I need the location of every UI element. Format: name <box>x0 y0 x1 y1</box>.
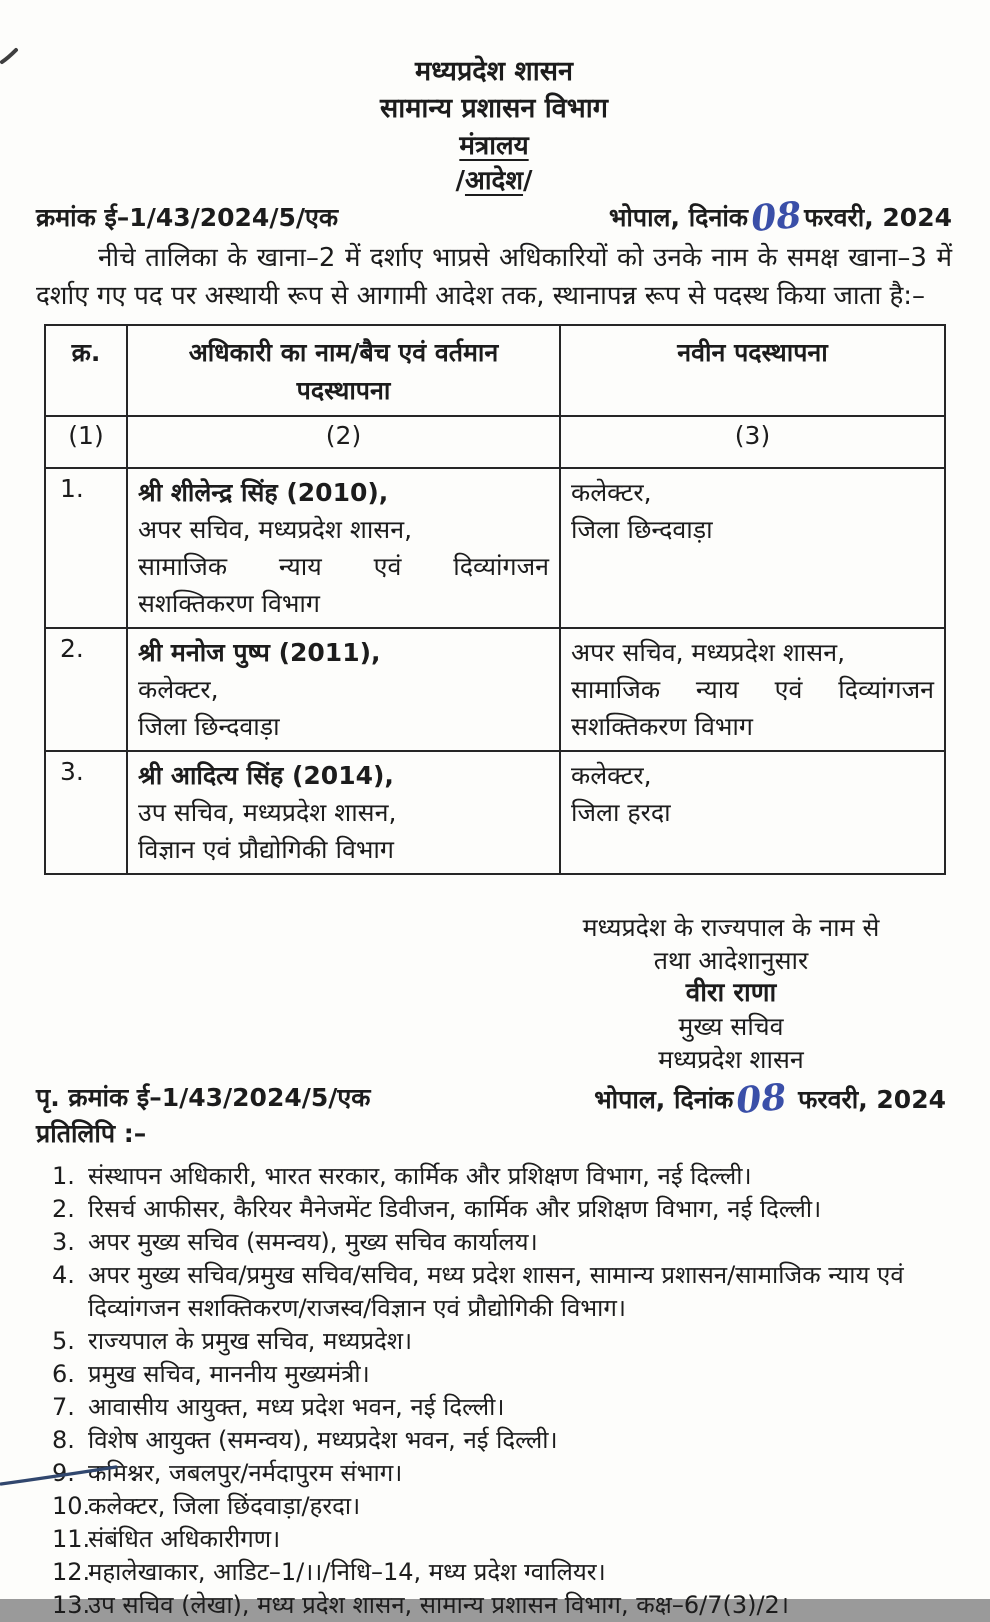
item-text: संस्थापन अधिकारी, भारत सरकार, कार्मिक और प्रशिक्षण विभाग, नई दिल्ली। <box>88 1162 752 1190</box>
posting-line: जिला छिन्दवाड़ा <box>571 515 713 544</box>
posting-line: सशक्तिकरण विभाग <box>571 712 753 741</box>
item-text: रिसर्च आफीसर, कैरियर मैनेजमेंट डिवीजन, कार्मिक और प्रशिक्षण विभाग, नई दिल्ली। <box>88 1195 822 1223</box>
item-text: आवासीय आयुक्त, मध्य प्रदेश भवन, नई दिल्ली। <box>88 1393 505 1421</box>
header-current-posting: अधिकारी का नाम/बैच एवं वर्तमान पदस्थापना <box>127 325 560 416</box>
signatory-name: वीरा राणा <box>685 978 777 1008</box>
list-item <box>36 1391 952 1424</box>
list-item <box>36 1160 952 1193</box>
order-heading <box>36 164 952 198</box>
table-row <box>45 468 945 628</box>
item-number: 4. <box>52 1261 75 1289</box>
item-number: 8. <box>52 1426 75 1454</box>
item-text: महालेखाकार, आडिट–1/।।/निधि–14, मध्य प्रदेश ग्वालियर। <box>88 1558 606 1586</box>
on-behalf-line: मध्यप्रदेश के राज्यपाल के नाम से <box>582 913 880 942</box>
table-row <box>45 628 945 751</box>
item-number: 9. <box>52 1459 75 1487</box>
signatory-designation: मुख्य सचिव <box>678 1012 784 1041</box>
list-item <box>36 1556 952 1589</box>
posting-line: अपर सचिव, मध्यप्रदेश शासन, <box>138 515 413 544</box>
list-item <box>36 1424 952 1457</box>
posting-line: सामाजिक न्याय एवं दिव्यांगजन <box>138 552 549 581</box>
list-item <box>36 1226 952 1259</box>
endorsement-number: पृ. क्रमांक ई–1/43/2024/5/एक <box>36 1083 371 1112</box>
serial-cell: 1. <box>45 468 127 628</box>
item-number: 6. <box>52 1360 75 1388</box>
handwritten-date: 08 <box>734 1075 789 1123</box>
posting-line: कलेक्टर, <box>571 761 652 790</box>
list-item <box>36 1193 952 1226</box>
item-number: 5. <box>52 1327 75 1355</box>
handwritten-date: 08 <box>749 193 804 241</box>
endorsement-left <box>36 1080 370 1152</box>
list-item <box>36 1490 952 1523</box>
list-item <box>36 1325 952 1358</box>
item-text: कमिश्नर, जबलपुर/नर्मदापुरम संभाग। <box>88 1459 403 1487</box>
date-suffix: फरवरी, 2024 <box>804 203 952 232</box>
current-posting-cell <box>127 751 560 874</box>
posting-line: जिला हरदा <box>571 798 671 827</box>
posting-line: विज्ञान एवं प्रौद्योगिकी विभाग <box>138 835 394 864</box>
item-text: अपर मुख्य सचिव/प्रमुख सचिव/सचिव, मध्य प्रदेश शासन, सामान्य प्रशासन/सामाजिक न्याय एवं दिव्यांगजन सशक्तिकरण/राजस्व/विज्ञान एवं प्रौद्योगिकी विभाग। <box>88 1261 904 1322</box>
slash-right: / <box>523 166 533 196</box>
endorsement-row <box>36 1075 952 1152</box>
item-text: उप सचिव (लेखा), मध्य प्रदेश शासन, सामान्य प्रशासन विभाग, कक्ष–6/7(3)/2। <box>88 1591 789 1619</box>
copy-to-label: प्रतिलिपि :– <box>36 1119 147 1148</box>
date-suffix: फरवरी, 2024 <box>798 1085 946 1114</box>
order-word: आदेश <box>464 166 524 196</box>
col-number-1: (1) <box>45 416 127 468</box>
by-order-line: तथा आदेशानुसार <box>653 946 809 975</box>
signatory-organization: मध्यप्रदेश शासन <box>658 1045 804 1074</box>
item-text: राज्यपाल के प्रमुख सचिव, मध्यप्रदेश। <box>88 1327 413 1355</box>
slash-left: / <box>455 166 465 196</box>
order-number: क्रमांक ई–1/43/2024/5/एक <box>36 203 339 232</box>
item-number: 12. <box>52 1558 91 1586</box>
item-text: प्रमुख सचिव, माननीय मुख्यमंत्री। <box>88 1360 370 1388</box>
item-text: कलेक्टर, जिला छिंदवाड़ा/हरदा। <box>88 1492 361 1520</box>
item-number: 10. <box>52 1492 91 1520</box>
list-item <box>36 1589 952 1622</box>
current-posting-cell <box>127 628 560 751</box>
column-number-row <box>45 416 945 468</box>
government-title: मध्यप्रदेश शासन <box>414 56 573 87</box>
item-text: अपर मुख्य सचिव (समन्वय), मुख्य सचिव कार्यालय। <box>88 1228 538 1256</box>
reference-row <box>36 193 952 241</box>
posting-table <box>44 324 946 875</box>
endorsement-place-date <box>594 1075 946 1152</box>
item-number: 1. <box>52 1162 75 1190</box>
item-text: संबंधित अधिकारीगण। <box>88 1525 281 1553</box>
item-text: विशेष आयुक्त (समन्वय), मध्यप्रदेश भवन, नई दिल्ली। <box>88 1426 558 1454</box>
document-header <box>36 54 952 198</box>
item-number: 13. <box>52 1591 91 1619</box>
item-number: 3. <box>52 1228 75 1256</box>
table-row <box>45 751 945 874</box>
item-number: 7. <box>52 1393 75 1421</box>
header-serial: क्र. <box>45 325 127 416</box>
ministry-title: मंत्रालय <box>459 131 529 161</box>
list-item <box>36 1457 952 1490</box>
posting-line: अपर सचिव, मध्यप्रदेश शासन, <box>571 638 846 667</box>
col-number-3: (3) <box>560 416 945 468</box>
list-item <box>36 1358 952 1391</box>
signature-block <box>536 911 926 1076</box>
item-number: 11. <box>52 1525 91 1553</box>
posting-line: उप सचिव, मध्यप्रदेश शासन, <box>138 798 397 827</box>
table-header-row <box>45 325 945 416</box>
item-number: 2. <box>52 1195 75 1223</box>
new-posting-cell <box>560 628 945 751</box>
officer-name: श्री मनोज पुष्प (2011), <box>138 638 381 667</box>
posting-line: कलेक्टर, <box>571 478 652 507</box>
order-body-paragraph: नीचे तालिका के खाना–2 में दर्शाए भाप्रसे अधिकारियों को उनके नाम के समक्ष खाना–3 में दर्शाए गए पद पर अस्थायी रूप से आगामी आदेश तक, स्थानापन्न रूप से पदस्थ किया जाता है:– <box>36 243 952 311</box>
place-date-prefix: भोपाल, दिनांक <box>594 1085 734 1114</box>
posting-line: सशक्तिकरण विभाग <box>138 589 320 618</box>
list-item <box>36 1523 952 1556</box>
posting-line: सामाजिक न्याय एवं दिव्यांगजन <box>571 675 934 704</box>
current-posting-cell <box>127 468 560 628</box>
officer-name: श्री शीलेन्द्र सिंह (2010), <box>138 478 389 507</box>
officer-name: श्री आदित्य सिंह (2014), <box>138 761 394 790</box>
serial-cell: 2. <box>45 628 127 751</box>
posting-line: कलेक्टर, <box>138 675 219 704</box>
posting-line: जिला छिन्दवाड़ा <box>138 712 280 741</box>
col-number-2: (2) <box>127 416 560 468</box>
list-item <box>36 1259 952 1325</box>
serial-cell: 3. <box>45 751 127 874</box>
place-date-line <box>608 193 952 241</box>
department-title: सामान्य प्रशासन विभाग <box>380 93 608 124</box>
copy-distribution-list <box>36 1160 952 1622</box>
place-date-prefix: भोपाल, दिनांक <box>608 203 748 232</box>
new-posting-cell <box>560 751 945 874</box>
new-posting-cell <box>560 468 945 628</box>
header-new-posting: नवीन पदस्थापना <box>560 325 945 416</box>
